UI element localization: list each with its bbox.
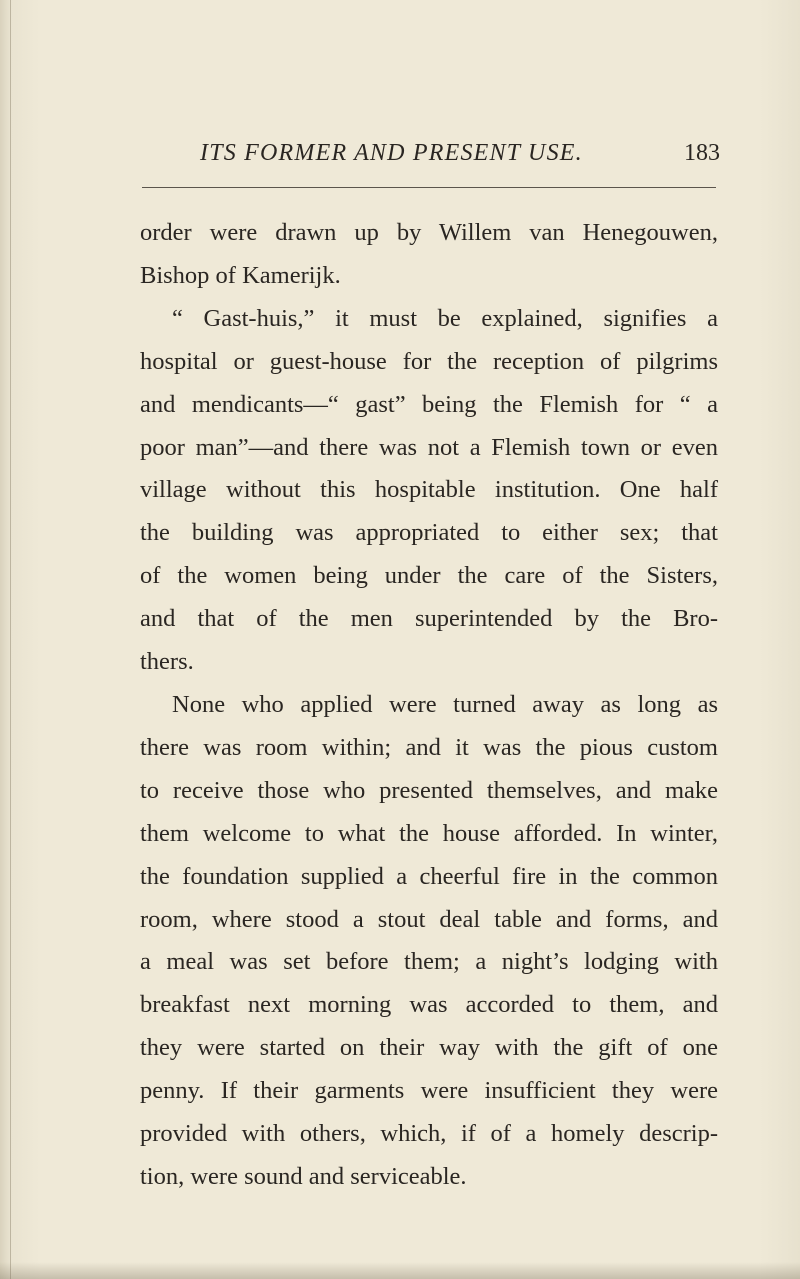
text-line: breakfast next morning was accorded to them, and [140,991,718,1019]
text-line: the foundation supplied a cheerful fire in the common [140,862,718,890]
text-line: them welcome to what the house afforded. In winter, [140,819,718,847]
page-number: 183 [684,140,720,166]
text-line: there was room within; and it was the pious custom [140,733,718,761]
text-line: the building was appropriated to either sex; that [140,519,718,547]
text-line: thers. [140,648,194,676]
header-rule [142,187,716,188]
body-text [140,212,718,1199]
text-line: order were drawn up by Willem van Henegouwen, [140,219,718,246]
page-bottom-shadow [0,1262,800,1279]
page-gutter-edge [10,0,11,1279]
text-line: hospital or guest-house for the reception of pilgrims [140,347,718,375]
running-head: ITS FORMER AND PRESENT USE. [200,140,583,166]
text-line: poor man”—and there was not a Flemish town or even [140,433,718,461]
text-line: they were started on their way with the gift of one [140,1034,718,1062]
text-line: room, where stood a stout deal table and forms, and [140,905,718,933]
text-line: penny. If their garments were insufficient they were [140,1077,718,1105]
text-line: None who applied were turned away as long as [172,690,718,718]
page-header [200,140,720,176]
text-line: and that of the men superintended by the Bro- [140,605,718,633]
text-line: provided with others, which, if of a homely descrip- [140,1120,718,1148]
text-line: “ Gast-huis,” it must be explained, signifies a [172,304,718,332]
text-line: Bishop of Kamerijk. [140,261,341,289]
text-line: village without this hospitable institution. One half [140,476,718,504]
text-line: to receive those who presented themselves, and make [140,776,718,804]
text-line: a meal was set before them; a night’s lodging with [140,948,718,976]
text-line: of the women being under the care of the Sisters, [140,562,718,590]
text-line: tion, were sound and serviceable. [140,1162,467,1190]
text-line: and mendicants—“ gast” being the Flemish for “ a [140,390,718,418]
